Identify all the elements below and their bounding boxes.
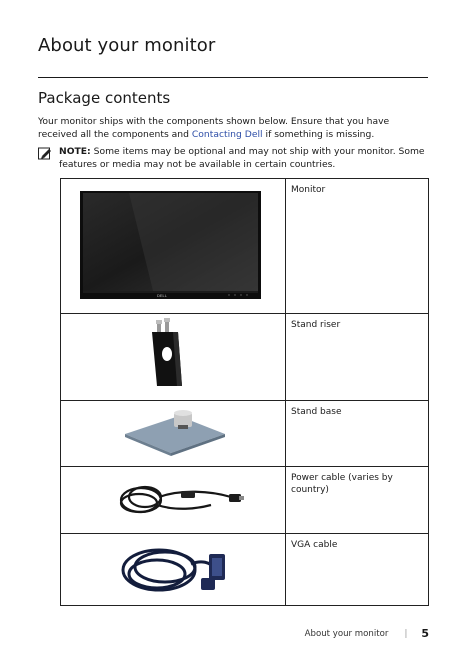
stand-base-image-cell — [61, 401, 286, 467]
vga-cable-label: VGA cable — [286, 534, 429, 606]
monitor-label: Monitor — [286, 179, 429, 314]
footer-section-name: About your monitor — [304, 629, 389, 639]
intro-text-end: if something is missing. — [262, 129, 375, 140]
package-contents-table — [60, 178, 429, 606]
table-row — [61, 179, 429, 314]
title-divider — [38, 77, 428, 78]
table-row — [61, 534, 429, 606]
page-footer — [305, 627, 429, 640]
stand-base-icon — [61, 401, 285, 466]
contacting-dell-link[interactable]: Contacting Dell — [191, 129, 263, 140]
table-row — [61, 467, 429, 534]
page-title: About your monitor — [38, 35, 216, 56]
power-cable-icon — [61, 467, 285, 533]
section-title: Package contents — [38, 89, 171, 107]
table-row — [61, 314, 429, 401]
monitor-image-cell — [61, 179, 286, 314]
table-row — [61, 401, 429, 467]
intro-text-start: Your monitor ships with the components shown below. Ensure that you have received all the components and — [38, 116, 390, 140]
page-number: 5 — [421, 627, 429, 640]
pencil-note-icon — [38, 146, 52, 160]
monitor-dell-logo: DELL — [157, 293, 168, 298]
vga-cable-image-cell — [61, 534, 286, 606]
stand-base-label: Stand base — [286, 401, 429, 467]
note-text — [59, 145, 427, 171]
intro-paragraph — [38, 115, 418, 141]
power-cable-label: Power cable (varies by country) — [286, 467, 429, 534]
stand-riser-icon — [61, 314, 285, 400]
footer-separator: | — [404, 629, 408, 639]
note-label: NOTE: — [59, 146, 91, 157]
power-cable-image-cell — [61, 467, 286, 534]
note-body: Some items may be optional and may not ship with your monitor. Some features or media may not be available in certain countries. — [59, 146, 425, 170]
vga-cable-icon — [61, 534, 285, 605]
stand-riser-image-cell — [61, 314, 286, 401]
monitor-icon — [61, 179, 285, 313]
stand-riser-label: Stand riser — [286, 314, 429, 401]
